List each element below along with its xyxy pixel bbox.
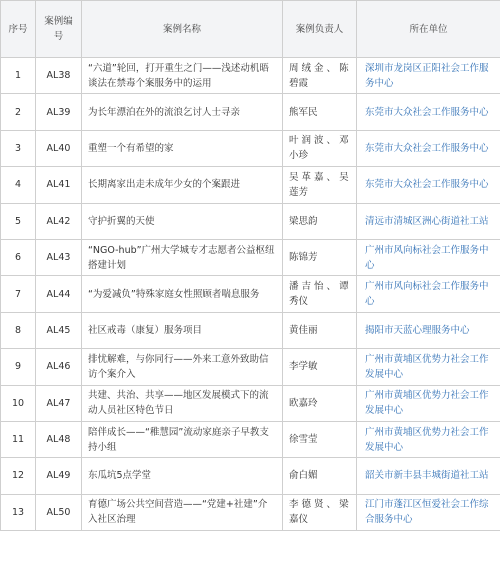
header-seq: 序号	[1, 1, 36, 58]
header-owner: 案例负责人	[283, 1, 357, 58]
cell-owner: 梁思韵	[283, 203, 357, 239]
cell-name: 长期离家出走未成年少女的个案跟进	[82, 167, 283, 203]
cell-seq: 11	[1, 421, 36, 457]
cell-code: AL40	[36, 130, 82, 166]
table-row	[1, 167, 500, 203]
cell-unit: 广州市黄埔区优势力社会工作发展中心	[357, 349, 500, 385]
cell-unit: 江门市蓬江区恒爱社会工作综合服务中心	[357, 494, 500, 530]
table-header	[1, 1, 500, 58]
cell-name: 社区戒毒（康复）服务项目	[82, 312, 283, 348]
table-row	[1, 385, 500, 421]
cell-code: AL43	[36, 239, 82, 275]
cell-seq: 1	[1, 58, 36, 94]
cell-code: AL42	[36, 203, 82, 239]
header-code: 案例编号	[36, 1, 82, 58]
cell-name: 守护折翼的天使	[82, 203, 283, 239]
cell-owner: 黄佳丽	[283, 312, 357, 348]
cell-seq: 9	[1, 349, 36, 385]
cell-name: 陪伴成长——“稚慧园”流动家庭亲子早教支持小组	[82, 421, 283, 457]
cell-unit: 广州市黄埔区优势力社会工作发展中心	[357, 421, 500, 457]
table-row	[1, 312, 500, 348]
cell-owner: 李学敏	[283, 349, 357, 385]
cell-unit: 东莞市大众社会工作服务中心	[357, 130, 500, 166]
cell-owner: 李 德 贤 、 梁嘉仪	[283, 494, 357, 530]
cell-unit: 广州市风向标社会工作服务中心	[357, 239, 500, 275]
table-row	[1, 421, 500, 457]
cell-code: AL49	[36, 458, 82, 494]
cell-code: AL45	[36, 312, 82, 348]
table-row	[1, 94, 500, 130]
cell-owner: 潘 吉 怡 、 谭秀仪	[283, 276, 357, 312]
cell-name: 为长年漂泊在外的流浪乞讨人士寻亲	[82, 94, 283, 130]
cell-unit: 东莞市大众社会工作服务中心	[357, 94, 500, 130]
cell-unit: 广州市风向标社会工作服务中心	[357, 276, 500, 312]
table-row	[1, 130, 500, 166]
table-row	[1, 58, 500, 94]
cell-unit: 深圳市龙岗区正阳社会工作服务中心	[357, 58, 500, 94]
cell-code: AL38	[36, 58, 82, 94]
header-unit: 所在单位	[357, 1, 500, 58]
cell-code: AL47	[36, 385, 82, 421]
cell-owner: 徐雪莹	[283, 421, 357, 457]
cell-seq: 8	[1, 312, 36, 348]
cell-seq: 10	[1, 385, 36, 421]
table-row	[1, 494, 500, 530]
cell-unit: 东莞市大众社会工作服务中心	[357, 167, 500, 203]
cell-seq: 7	[1, 276, 36, 312]
cell-code: AL48	[36, 421, 82, 457]
cell-owner: 俞白媚	[283, 458, 357, 494]
cell-name: “为爱减负”特殊家庭女性照顾者喘息服务	[82, 276, 283, 312]
cell-code: AL41	[36, 167, 82, 203]
table-row	[1, 276, 500, 312]
cell-owner: 熊军民	[283, 94, 357, 130]
table-row	[1, 349, 500, 385]
cell-seq: 5	[1, 203, 36, 239]
cell-code: AL39	[36, 94, 82, 130]
cell-seq: 4	[1, 167, 36, 203]
cell-name: 育德广场公共空间营造——“党建+社建”介入社区治理	[82, 494, 283, 530]
table-row	[1, 458, 500, 494]
cell-owner: 叶 润 波 、 邓小珍	[283, 130, 357, 166]
cell-unit: 广州市黄埔区优势力社会工作发展中心	[357, 385, 500, 421]
cell-code: AL44	[36, 276, 82, 312]
cell-name: 共建、共治、共享——地区发展模式下的流动人员社区特色节日	[82, 385, 283, 421]
table-row	[1, 239, 500, 275]
cell-owner: 欧嘉玲	[283, 385, 357, 421]
cell-owner: 陈锦芳	[283, 239, 357, 275]
cell-name: “NGO-hub”广州大学城专才志愿者公益枢纽搭建计划	[82, 239, 283, 275]
table-body	[1, 58, 500, 531]
cell-seq: 12	[1, 458, 36, 494]
cell-unit: 揭阳市天蓝心理服务中心	[357, 312, 500, 348]
cell-owner: 吴 革 嘉 、 吴莲芳	[283, 167, 357, 203]
cell-seq: 13	[1, 494, 36, 530]
cell-code: AL46	[36, 349, 82, 385]
header-name: 案例名称	[82, 1, 283, 58]
cell-name: 东瓜坑5点学堂	[82, 458, 283, 494]
cell-name: 排忧解难，与你同行——外来工意外致助信访个案介入	[82, 349, 283, 385]
cell-code: AL50	[36, 494, 82, 530]
cell-unit: 清远市清城区洲心街道社工站	[357, 203, 500, 239]
header-row	[1, 1, 500, 58]
cell-seq: 6	[1, 239, 36, 275]
cell-unit: 韶关市新丰县丰城街道社工站	[357, 458, 500, 494]
cell-seq: 3	[1, 130, 36, 166]
cell-name: “六道”轮回，打开重生之门——浅述动机晤谈法在禁毒个案服务中的运用	[82, 58, 283, 94]
cell-name: 重塑一个有希望的家	[82, 130, 283, 166]
cell-seq: 2	[1, 94, 36, 130]
table-row	[1, 203, 500, 239]
cell-owner: 周 绒 金 、 陈碧霞	[283, 58, 357, 94]
